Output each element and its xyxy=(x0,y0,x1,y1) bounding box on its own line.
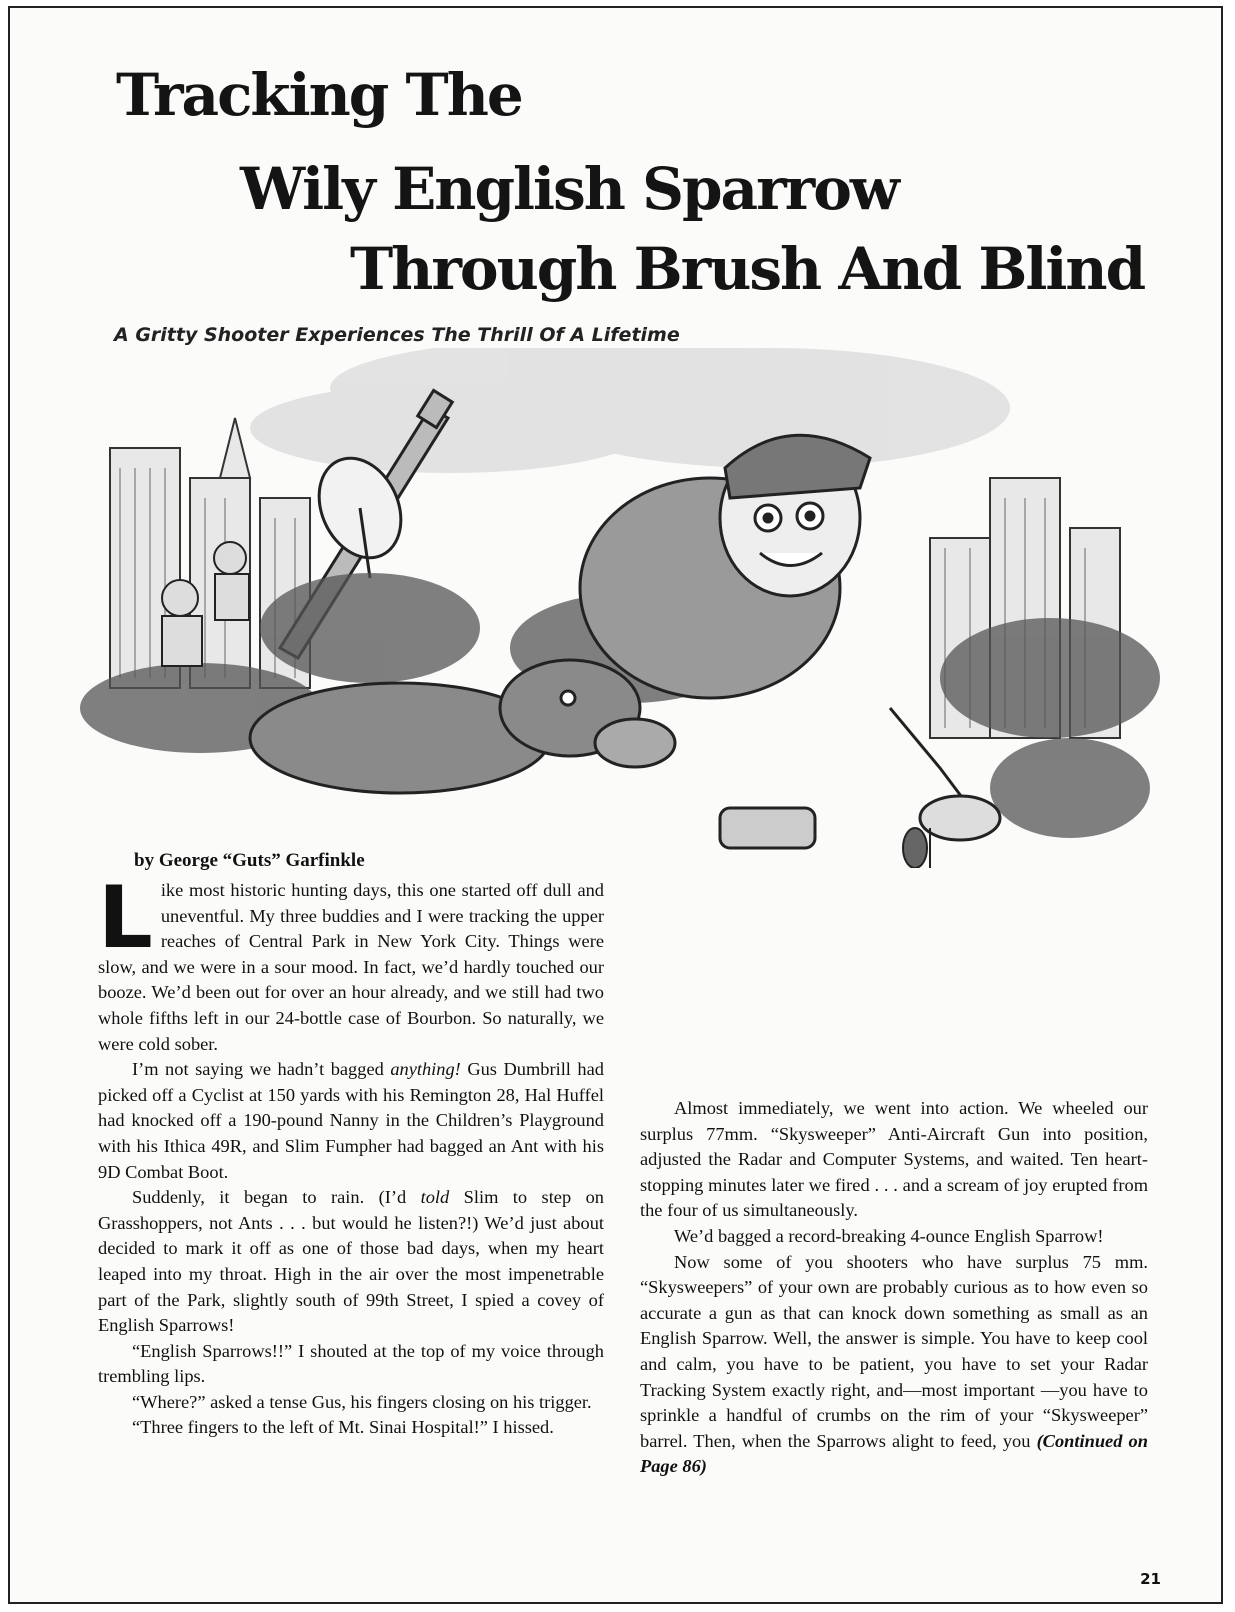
sparrow xyxy=(903,828,930,868)
page-number: 21 xyxy=(1140,1570,1161,1588)
paragraph-9-text: Now some of you shooters who have surplus 75 mm. “Skysweepers” of your own are probably curious as to how even so accurate a gun as that can knock down something as small as an English Sparrow. Well, the answer is simple. You have to keep cool and calm, you have to be patient, you have to set your Radar Tracking System exactly right, and—most important —you have to sprinkle a handful of crumbs on the rim of your “Skysweeper” barrel. Then, when the Sparrows alight to feed, you xyxy=(640,1251,1148,1451)
continued-link[interactable]: (Continued on Page 86) xyxy=(640,1430,1148,1477)
article-column-left xyxy=(98,868,604,1441)
hunting-illustration xyxy=(70,348,1170,868)
title-line-1: Tracking The xyxy=(116,61,522,129)
paragraph-3-emphasis: told xyxy=(420,1187,450,1208)
paragraph-1-text: ike most historic hunting days, this one started off dull and uneventful. My three buddies and I were tracking the upper reaches of Central Park in New York City. Things were slow, and we were in a sour mood. In fact, we’d hardly touched our booze. We’d been out for over an hour already, and we still had two whole fifths left in our 24-bottle case of Bourbon. So naturally, we were cold sober. xyxy=(98,880,604,1054)
drop-cap: L xyxy=(98,868,153,968)
cloud-wash xyxy=(250,348,1010,473)
paragraph-2-start: I’m not saying we hadn’t bagged xyxy=(132,1059,384,1080)
hunting-dog xyxy=(250,660,675,793)
paragraph-8: We’d bagged a record-breaking 4-ounce English Sparrow! xyxy=(674,1225,1104,1246)
paragraph-7: Almost immediately, we went into action. We wheeled our surplus 77mm. “Skysweeper” Anti-Aircraft Gun into position, adjusted the Radar and Computer Systems, and waited. Ten heart-stopping minutes later we fired . . . and a scream of joy erupted from the four of us simultaneously. xyxy=(640,1098,1148,1221)
paragraph-5: “Where?” asked a tense Gus, his fingers closing on his trigger. xyxy=(132,1391,592,1412)
paragraph-2-gus: Gus xyxy=(467,1059,497,1080)
title-line-2: Wily English Sparrow xyxy=(240,155,898,223)
paragraph-3-text: Slim to step on Grasshoppers, not Ants . . . but would he listen?!) We’d just about decided to mark it off as one of those bad days, when my heart leaped into my throat. High in the air over the most impenetrable part of the Park, slightly south of 99th Street, I spied a covey of English Sparrows! xyxy=(98,1187,604,1336)
paragraph-6: “Three fingers to the left of Mt. Sinai Hospital!” I hissed. xyxy=(132,1417,554,1438)
paragraph-1 xyxy=(98,868,604,1057)
paragraph-3 xyxy=(98,1185,604,1339)
paragraph-3-start: Suddenly, it began to rain. (I’d xyxy=(132,1187,407,1208)
article-column-right xyxy=(640,1096,1148,1480)
paragraph-2-text: Dumbrill had picked off a Cyclist at 150 yards with his Remington 28, Hal Huffel had knocked off a 190-pound Nanny in the Children’s Playground with his Ithica 49R, and Slim Fumpher had bagged an Ant with his 9D Combat Boot. xyxy=(98,1059,604,1182)
paragraph-4: “English Sparrows!!” I shouted at the top of my voice through trembling lips. xyxy=(98,1340,604,1387)
paragraph-2 xyxy=(98,1057,604,1185)
paragraph-2-emphasis: anything! xyxy=(390,1059,461,1080)
byline: by George “Guts” Garfinkle xyxy=(134,850,365,871)
subtitle: A Gritty Shooter Experiences The Thrill Of A Lifetime xyxy=(114,324,680,346)
paragraph-9 xyxy=(640,1250,1148,1480)
title-line-3: Through Brush And Blind xyxy=(350,235,1145,303)
magazine-page xyxy=(8,6,1223,1604)
